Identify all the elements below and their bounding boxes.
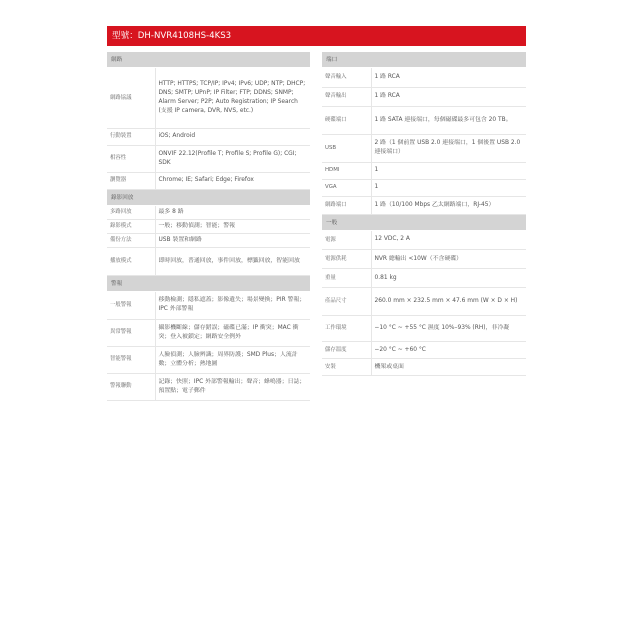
spec-key: 行動裝置 xyxy=(107,128,155,145)
table-row xyxy=(107,346,310,373)
spec-column-right xyxy=(322,52,526,376)
section-header-ports: 端口 xyxy=(322,52,526,68)
spec-value: 260.0 mm × 232.5 mm × 47.6 mm (W × D × H) xyxy=(371,288,526,316)
spec-key: 錄影模式 xyxy=(107,220,155,234)
spec-key: 工作環境 xyxy=(322,316,371,342)
spec-value: 機架或桌面 xyxy=(371,359,526,376)
table-row xyxy=(322,179,526,196)
spec-key: 瀏覽器 xyxy=(107,172,155,189)
table-row xyxy=(107,234,310,248)
model-title: 型號：DH-NVR4108HS-4KS3 xyxy=(112,31,232,41)
spec-key: 電源 xyxy=(322,231,371,250)
table-row xyxy=(322,162,526,179)
spec-value: 1 xyxy=(371,179,526,196)
spec-key: USB xyxy=(322,134,371,162)
table-row xyxy=(322,68,526,87)
table-row xyxy=(107,373,310,400)
spec-value: iOS; Android xyxy=(155,128,310,145)
spec-key: 硬碟端口 xyxy=(322,106,371,134)
model-title-bar xyxy=(107,26,526,46)
section-header-general: 一般 xyxy=(322,215,526,231)
spec-table-general xyxy=(322,231,526,377)
spec-value: −10 °C ~ +55 °C 濕度 10%–93% (RH)，非冷凝 xyxy=(371,316,526,342)
spec-key: 智能警報 xyxy=(107,346,155,373)
spec-value: −20 °C ~ +60 °C xyxy=(371,342,526,359)
section-header-playback: 錄影回放 xyxy=(107,190,310,206)
spec-value: Chrome; IE; Safari; Edge; Firefox xyxy=(155,172,310,189)
table-row xyxy=(322,196,526,214)
spec-value: 最多 8 路 xyxy=(155,206,310,220)
table-row xyxy=(107,172,310,189)
spec-key: 網路端口 xyxy=(322,196,371,214)
spec-value: USB 裝置和網路 xyxy=(155,234,310,248)
table-row xyxy=(107,292,310,319)
spec-key: 產品尺寸 xyxy=(322,288,371,316)
spec-value: HTTP; HTTPS; TCP/IP; IPv4; IPv6; UDP; NTP; DHCP; DNS; SMTP; UPnP; IP Filter; FTP; DDNS; SNMP; Alarm Server; P2P; Auto Registration; IP Search (支援 IP camera, DVR, NVS, etc.) xyxy=(155,68,310,128)
table-row xyxy=(107,248,310,276)
spec-column-left xyxy=(107,52,310,401)
spec-value: NVR 總輸出 <10W（不含硬碟） xyxy=(371,250,526,269)
spec-table-alarm xyxy=(107,292,310,401)
table-row xyxy=(322,231,526,250)
table-row xyxy=(322,359,526,376)
spec-value: 人臉偵測；人臉辨識；周界防護；SMD Plus；人流計數；立體分析；熱地圖 xyxy=(155,346,310,373)
spec-value: 記錄；快照；IPC 外部警報輸出；聲音；蜂鳴器；日誌；預置點；電子郵件 xyxy=(155,373,310,400)
spec-key: 異常警報 xyxy=(107,319,155,346)
spec-value: 12 VDC, 2 A xyxy=(371,231,526,250)
spec-value: 1 路 RCA xyxy=(371,87,526,106)
spec-table-network xyxy=(107,68,310,190)
spec-value: 移動檢測；隱私遮蓋；影像遺失；場景變換；PIR 警報；IPC 外部警報 xyxy=(155,292,310,319)
spec-value: 0.81 kg xyxy=(371,269,526,288)
table-row xyxy=(322,288,526,316)
spec-value: 1 xyxy=(371,162,526,179)
spec-value: 即時回放，普通回放，事件回放，標籤回放，智能回放 xyxy=(155,248,310,276)
table-row xyxy=(322,134,526,162)
table-row xyxy=(107,68,310,128)
spec-key: 聲音輸出 xyxy=(322,87,371,106)
table-row xyxy=(107,319,310,346)
spec-key: 網路協議 xyxy=(107,68,155,128)
spec-value: 1 路（10/100 Mbps 乙太網路端口，RJ-45） xyxy=(371,196,526,214)
section-header-network: 網路 xyxy=(107,52,310,68)
spec-key: 備份方法 xyxy=(107,234,155,248)
spec-value: ONVIF 22.12(Profile T; Profile S; Profile G); CGI; SDK xyxy=(155,145,310,172)
spec-key: 播放模式 xyxy=(107,248,155,276)
section-header-alarm: 警報 xyxy=(107,276,310,292)
table-row xyxy=(322,87,526,106)
table-row xyxy=(322,342,526,359)
spec-key: 安裝 xyxy=(322,359,371,376)
table-row xyxy=(107,220,310,234)
table-row xyxy=(107,206,310,220)
spec-value: 攝影機斷線；儲存錯誤；磁碟已滿；IP 衝突；MAC 衝突；登入被鎖定；網路安全例外 xyxy=(155,319,310,346)
spec-key: 儲存溫度 xyxy=(322,342,371,359)
spec-key: 電源供耗 xyxy=(322,250,371,269)
spec-key: 多路回放 xyxy=(107,206,155,220)
spec-value: 一般；移動偵測；智能；警報 xyxy=(155,220,310,234)
table-row xyxy=(107,128,310,145)
table-row xyxy=(322,269,526,288)
spec-key: HDMI xyxy=(322,162,371,179)
spec-value: 2 路（1 個前置 USB 2.0 連接端口，1 個後置 USB 2.0 連接端口） xyxy=(371,134,526,162)
spec-table-ports xyxy=(322,68,526,215)
spec-key: 一般警報 xyxy=(107,292,155,319)
table-row xyxy=(107,145,310,172)
spec-key: 重量 xyxy=(322,269,371,288)
spec-key: 相容性 xyxy=(107,145,155,172)
spec-value: 1 路 SATA 連接端口，每個磁碟最多可包含 20 TB。 xyxy=(371,106,526,134)
spec-key: 警報聯動 xyxy=(107,373,155,400)
table-row xyxy=(322,250,526,269)
table-row xyxy=(322,106,526,134)
spec-table-playback xyxy=(107,206,310,277)
spec-key: 聲音輸入 xyxy=(322,68,371,87)
table-row xyxy=(322,316,526,342)
spec-key: VGA xyxy=(322,179,371,196)
spec-value: 1 路 RCA xyxy=(371,68,526,87)
